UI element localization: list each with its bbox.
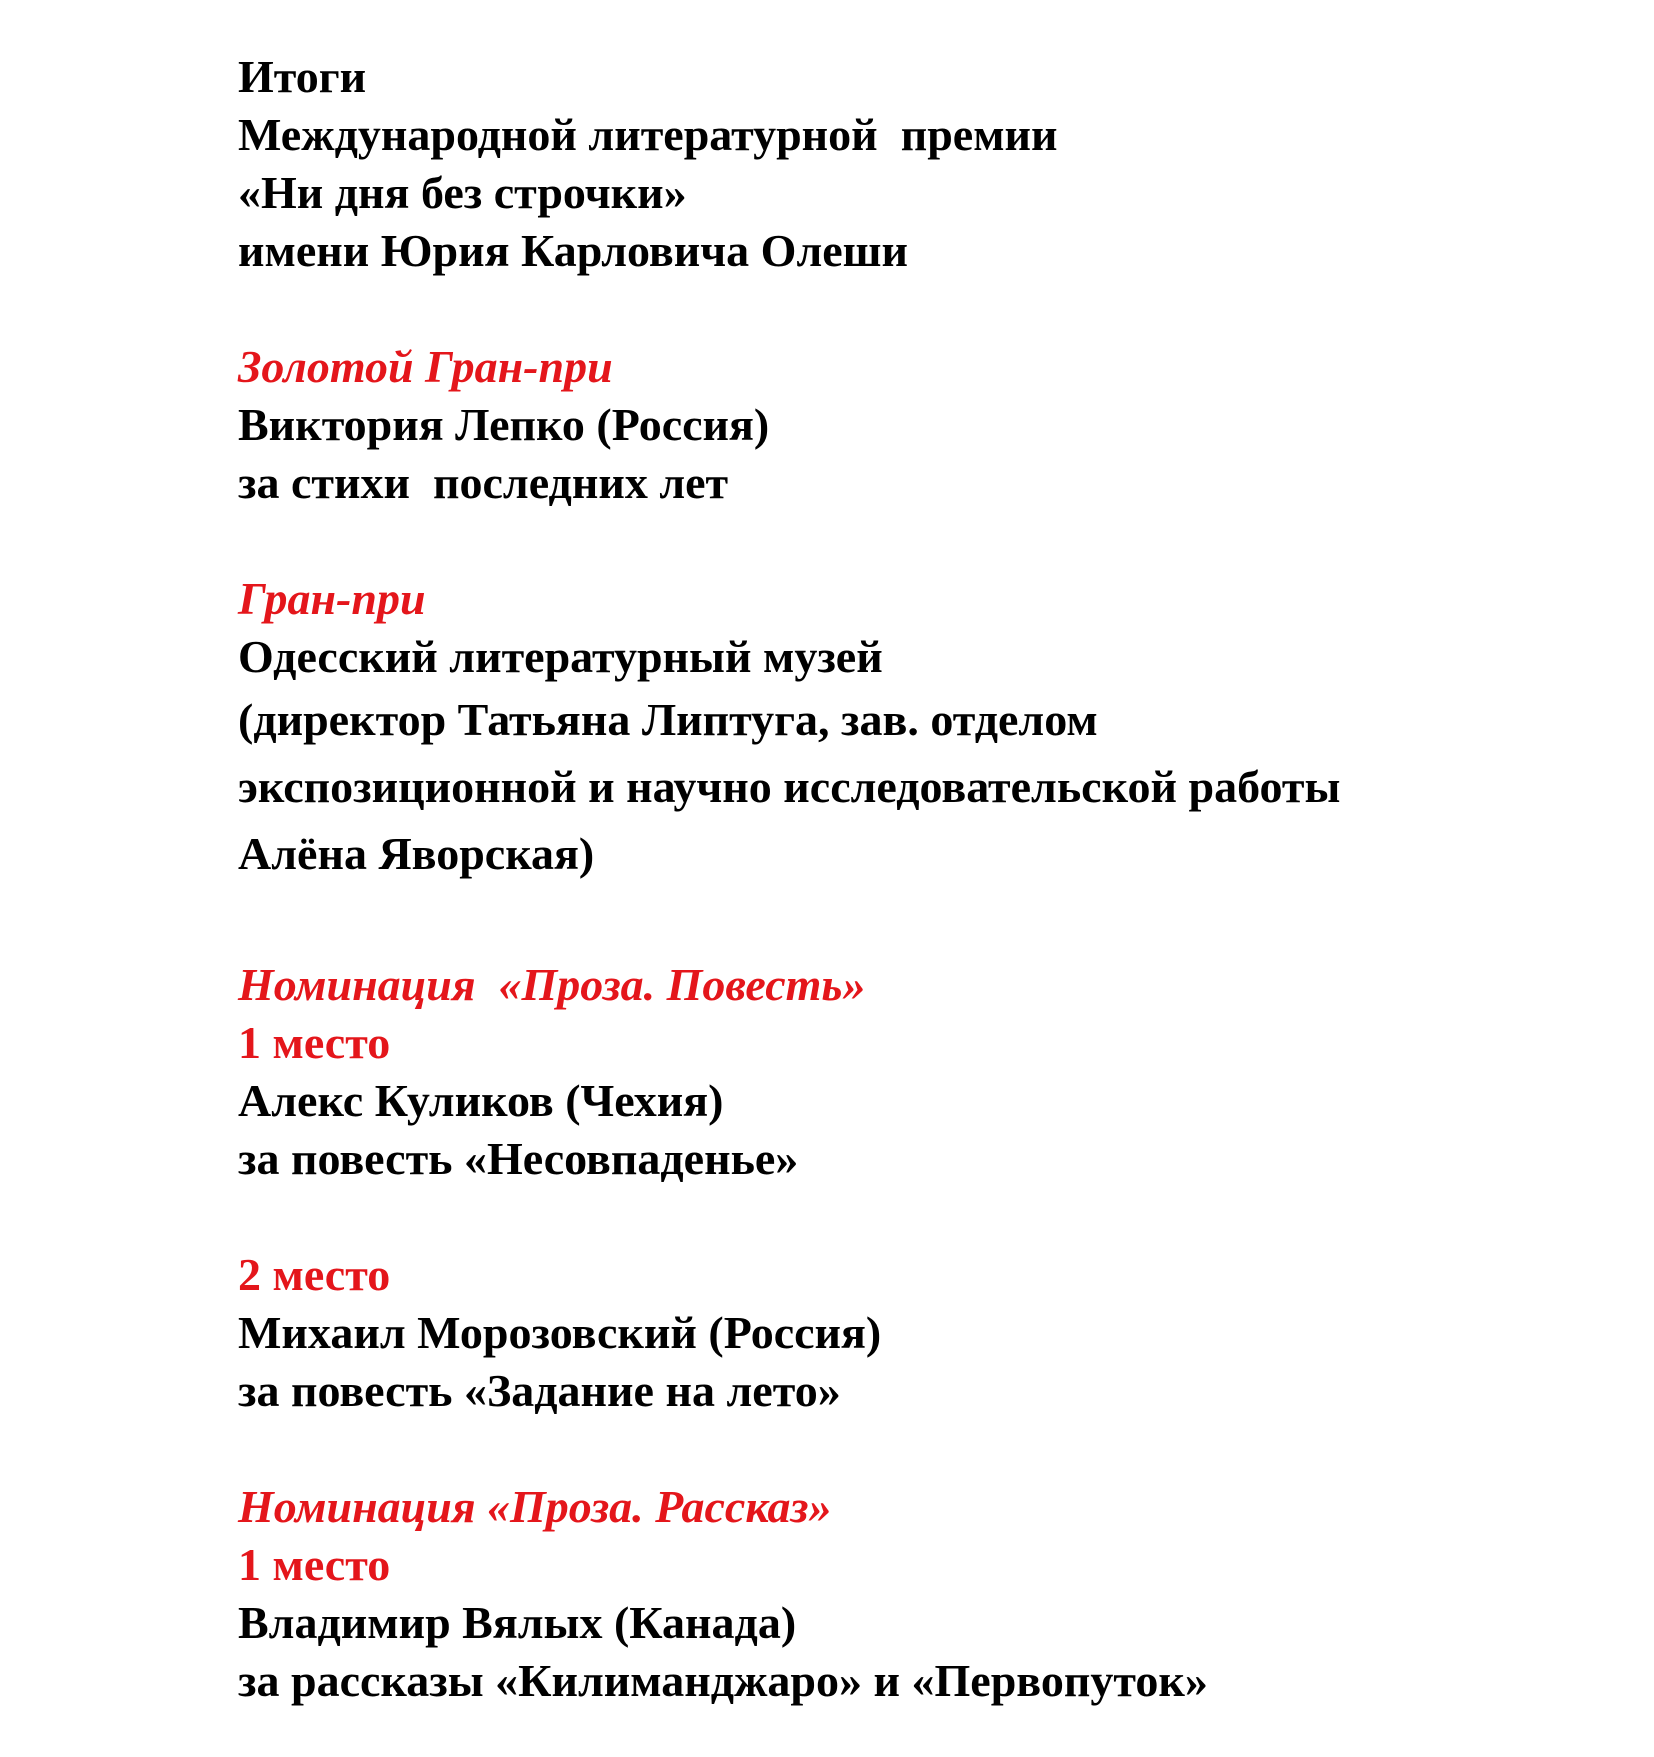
title-line-3: «Ни дня без строчки» — [238, 167, 687, 218]
results-document — [238, 48, 1618, 1710]
section-grand-prix — [238, 570, 1618, 887]
grand-prix-detail: (директор Татьяна Липтуга, зав. отделом — [238, 694, 1098, 745]
spacer — [238, 1188, 1618, 1246]
place-winner: Алекс Куликов (Чехия) — [238, 1075, 724, 1126]
nomination-rasskaz-heading: Номинация «Проза. Рассказ» — [238, 1481, 832, 1532]
document-title — [238, 48, 1618, 280]
section-golden-grand-prix — [238, 338, 1618, 512]
place-label: 1 место — [238, 1539, 391, 1590]
golden-grand-prix-heading: Золотой Гран-при — [238, 341, 613, 392]
place-label: 2 место — [238, 1249, 391, 1300]
place-work: за повесть «Несовпаденье» — [238, 1133, 799, 1184]
title-line-2: Международной литературной премии — [238, 109, 1058, 160]
spacer — [238, 1420, 1618, 1478]
section-nomination-povest — [238, 956, 1618, 1420]
spacer — [238, 512, 1618, 570]
grand-prix-detail: Алёна Яворская) — [238, 828, 595, 879]
place-work: за рассказы «Килиманджаро» и «Первопуток» — [238, 1655, 1208, 1706]
place-winner: Михаил Морозовский (Россия) — [238, 1307, 882, 1358]
grand-prix-detail: экспозиционной и научно исследовательской работы — [238, 761, 1341, 812]
section-nomination-rasskaz — [238, 1478, 1618, 1710]
grand-prix-winner: Одесский литературный музей — [238, 631, 883, 682]
nomination-povest-heading: Номинация «Проза. Повесть» — [238, 959, 866, 1010]
title-line-1: Итоги — [238, 51, 367, 102]
golden-grand-prix-winner: Виктория Лепко (Россия) — [238, 399, 770, 450]
title-line-4: имени Юрия Карловича Олеши — [238, 225, 909, 276]
place-winner: Владимир Вялых (Канада) — [238, 1597, 797, 1648]
spacer — [238, 280, 1618, 338]
grand-prix-heading: Гран-при — [238, 573, 426, 624]
golden-grand-prix-work: за стихи последних лет — [238, 457, 729, 508]
spacer — [238, 887, 1618, 956]
place-work: за повесть «Задание на лето» — [238, 1365, 841, 1416]
place-label: 1 место — [238, 1017, 391, 1068]
